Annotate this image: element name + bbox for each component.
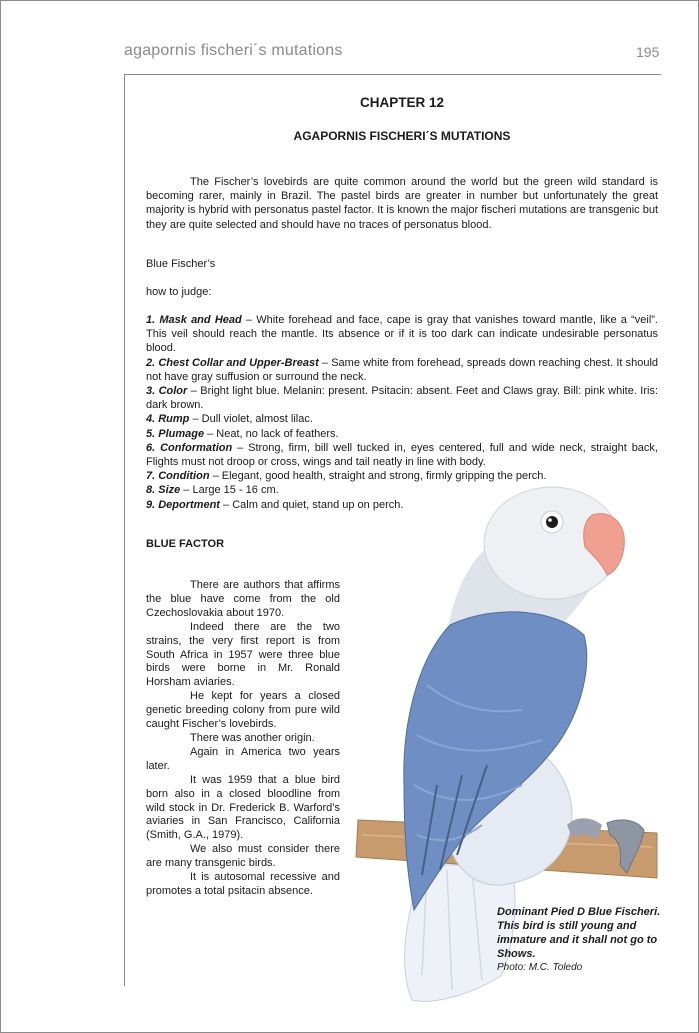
criterion-text: – Calm and quiet, stand up on perch. xyxy=(219,498,404,511)
criterion-item xyxy=(146,469,658,483)
criterion-term: 7. Condition xyxy=(146,470,210,483)
chapter-title: CHAPTER 12 xyxy=(359,95,445,110)
criterion-text: – White forehead and face, cape is gray that vanishes toward mantle, like a “veil”. This veil should reach the mantle. Its absence or if it is too dark can indicate undesirable personatus blood. xyxy=(146,314,658,355)
criterion-item xyxy=(146,313,658,356)
criterion-item xyxy=(146,412,658,426)
criterion-text: – Same white from forehead, spreads down reaching chest. It should not have gray suffusion or surround the neck. xyxy=(146,356,659,383)
blue-factor-paragraph: He kept for years a closed genetic breeding colony from pure wild caught Fischer’s lovebirds. xyxy=(146,690,340,731)
margin-rule xyxy=(124,74,125,986)
running-title: agapornis fischeri´s mutations xyxy=(124,42,343,59)
criterion-item xyxy=(146,356,658,384)
criterion-text: – Dull violet, almost lilac. xyxy=(189,413,313,426)
page-number: 195 xyxy=(636,44,660,60)
criterion-text: – Large 15 - 16 cm. xyxy=(180,484,279,497)
judge-label: how to judge: xyxy=(146,286,212,298)
criterion-text: – Elegant, good health, straight and strong, firmly gripping the perch. xyxy=(209,470,547,483)
judging-criteria-list xyxy=(146,313,658,512)
blue-factor-text xyxy=(146,579,340,899)
criterion-term: 6. Conformation xyxy=(146,441,233,454)
criterion-term: 1. Mask and Head xyxy=(146,314,242,326)
criterion-term: 2. Chest Collar and Upper-Breast xyxy=(146,356,319,369)
blue-factor-paragraph: There are authors that affirms the blue have come from the old Czechoslovakia about 1970. xyxy=(146,579,340,619)
criterion-item xyxy=(146,441,658,469)
criterion-text: – Bright light blue. Melanin: present. Psitacin: absent. Feet and Claws gray. Bill: pink white. Iris: dark brown. xyxy=(146,385,659,412)
photo-credit: Photo: M.C. Toledo xyxy=(497,962,583,973)
criterion-item xyxy=(146,384,658,412)
header-rule xyxy=(124,74,661,75)
blue-factor-paragraph: There was another origin. xyxy=(190,731,315,744)
criterion-text: – Strong, firm, bill well tucked in, eyes centered, full and wide neck, straight back, Flights must not droop or cross, wings and tail neatly in line with body. xyxy=(146,441,658,469)
blue-factor-paragraph: It was 1959 that a blue bird born also in a closed bloodline from wild stock in Dr. Frederick B. Warford’s aviaries in San Francisco, California (Smith, G.A., 1979). xyxy=(146,773,340,842)
criterion-term: 9. Deportment xyxy=(146,498,220,511)
blue-factor-paragraph: Indeed there are the two strains, the very first report is from South Africa in 1957 were three blue birds were borne in Mr. Ronald Horsham aviaries. xyxy=(146,620,340,689)
criterion-text: – Neat, no lack of feathers. xyxy=(204,427,339,440)
criterion-term: 5. Plumage xyxy=(146,427,205,440)
variety-label: Blue Fischer’s xyxy=(146,258,216,270)
criterion-item xyxy=(146,427,658,441)
criterion-term: 8. Size xyxy=(146,484,181,497)
blue-factor-paragraph: We also must consider there are many transgenic birds. xyxy=(146,843,340,870)
blue-factor-paragraph: It is autosomal recessive and promotes a total psitacin absence. xyxy=(146,871,340,897)
criterion-term: 4. Rump xyxy=(146,413,190,426)
photo-caption xyxy=(497,905,667,975)
chapter-subtitle: AGAPORNIS FISCHERI´S MUTATIONS xyxy=(293,129,511,143)
blue-factor-paragraph: Again in America two years later. xyxy=(146,745,340,772)
intro-paragraph: The Fischer’s lovebirds are quite common around the world but the green wild standard is becoming rarer, mainly in Brazil. The pastel birds are greater in number but unfortunately the great majority is hybrid with personatus pastel factor. It is known the major fischeri mutations are transgenic but they are quite selected and should have no traces of personatus blood. xyxy=(146,176,658,231)
criterion-term: 3. Color xyxy=(146,385,188,398)
caption-text: Dominant Pied D Blue Fischeri. This bird is still young and immature and it shall not go to Shows. xyxy=(497,906,661,960)
blue-factor-heading: BLUE FACTOR xyxy=(146,538,225,550)
